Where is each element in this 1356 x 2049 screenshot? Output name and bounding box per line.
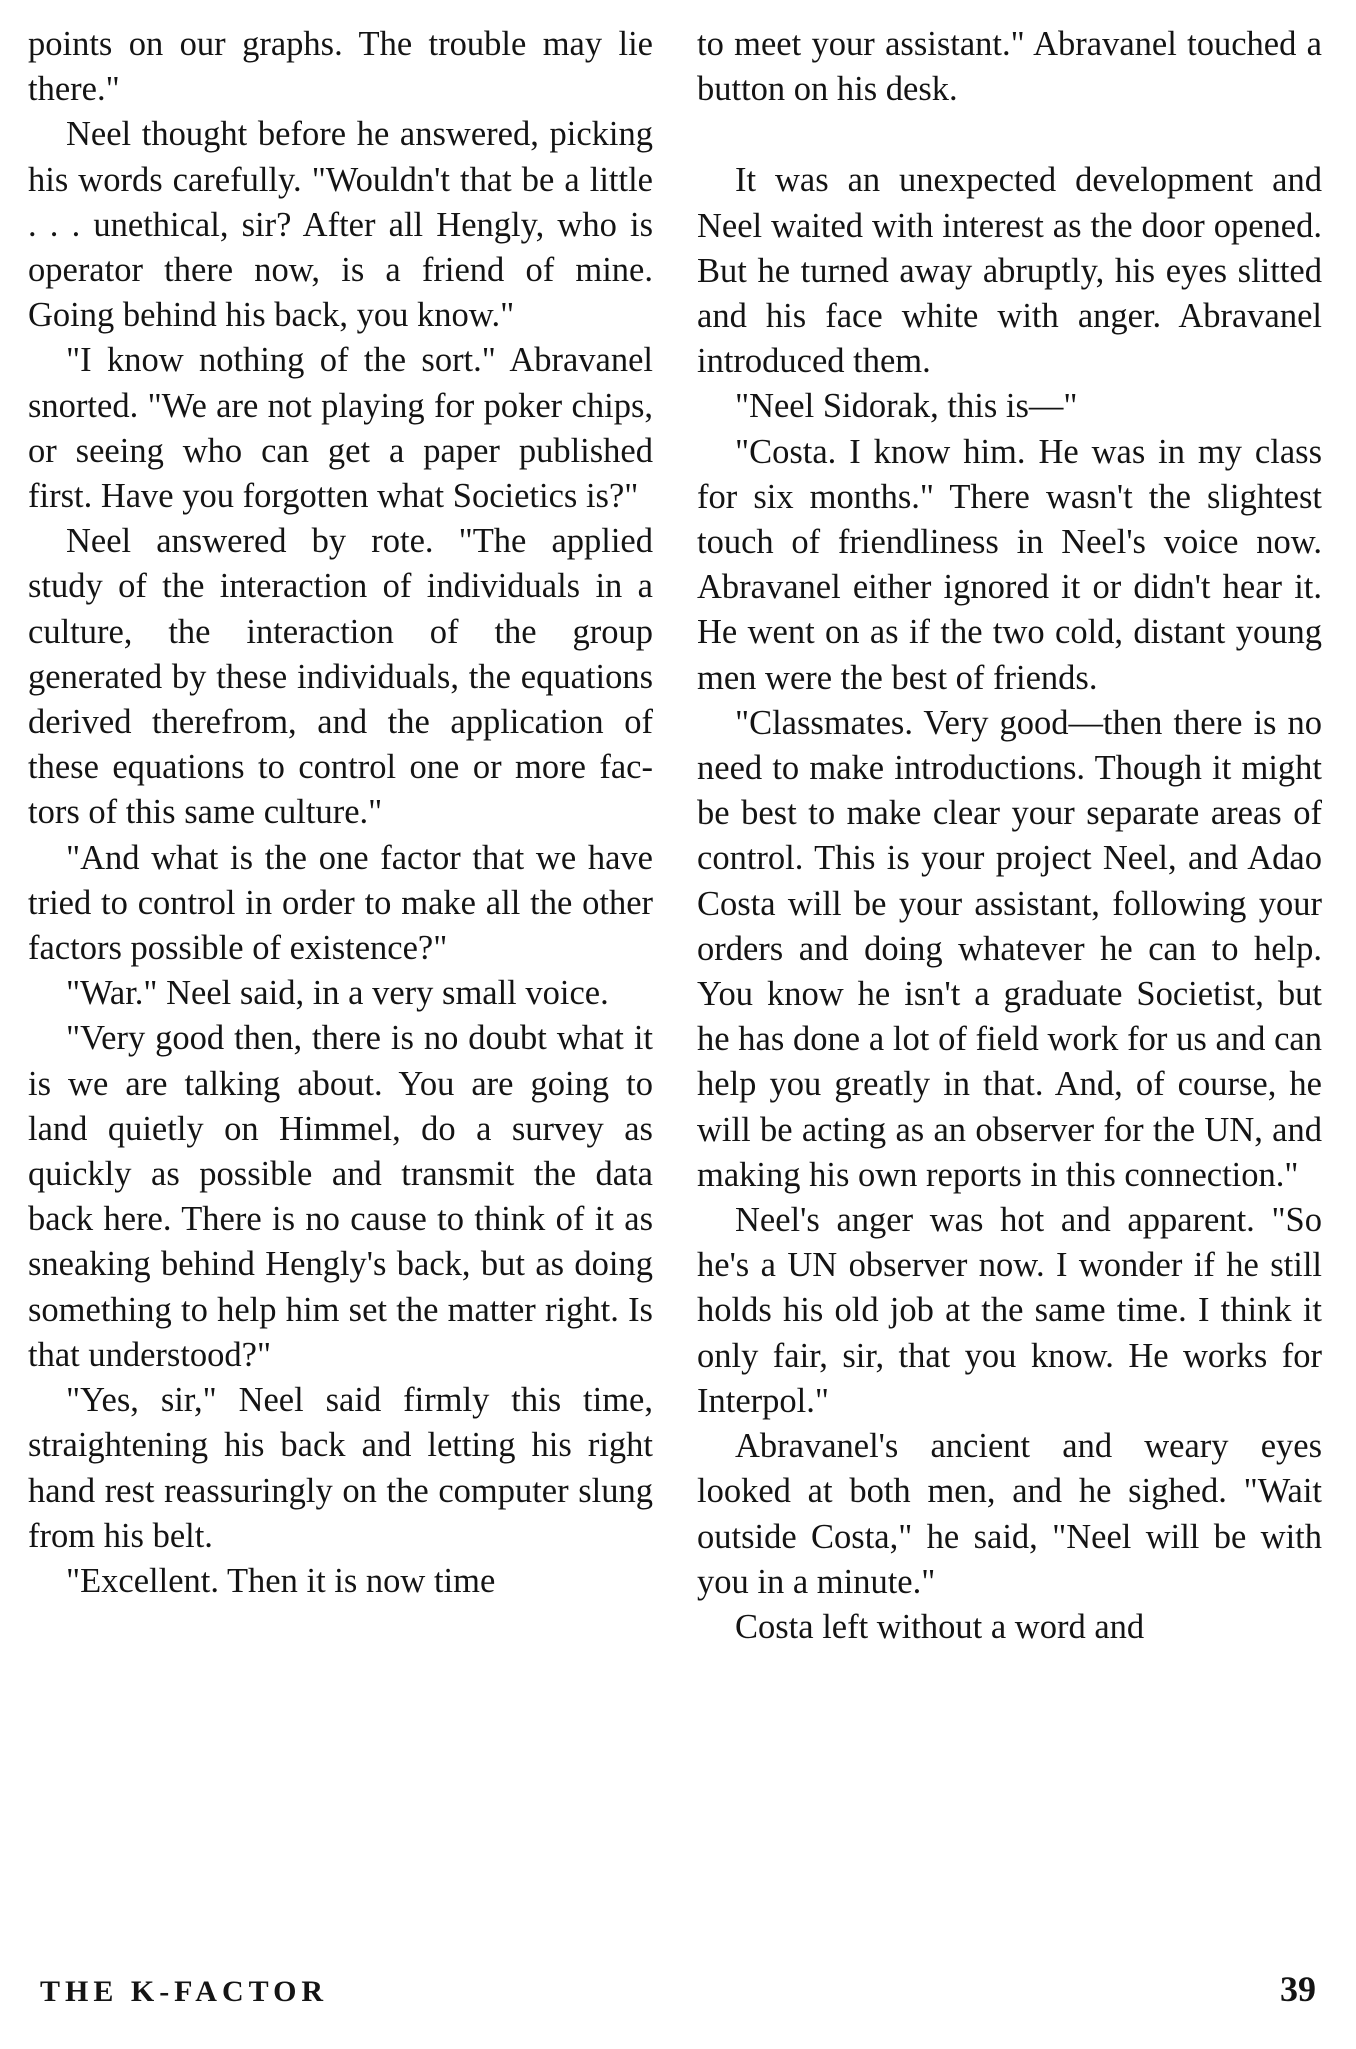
paragraph: "Costa. I know him. He was in my class for six months." There wasn't the slightest touch of friendliness in Neel's voice now. Abravanel either ignored it or didn't hear it. He went on as if the two cold, distant young men were the best of friends. (697, 432, 1322, 697)
paragraph: Costa left without a word and (735, 1607, 1145, 1646)
paragraph: Neel thought before he answered, picking his words carefully. "Wouldn't that be a little . . . unethical, sir? After all Hengly, who is operator there now, is a friend of mine. Going behind his back, you know." (28, 115, 653, 335)
paragraph: "Neel Sidorak, this is—" (735, 387, 1078, 426)
running-title: THE K-FACTOR (40, 1975, 329, 2008)
paragraph: Neel answered by rote. "The applied study of the interaction of individuals in a culture, the interaction of the group generated by these individuals, the equations derived therefrom, and the application of these equations to control one or more factors of this same culture." (28, 522, 653, 832)
page-number: 39 (1280, 1969, 1316, 2009)
left-text-column (28, 22, 653, 1604)
paragraph: Abravanel's ancient and weary eyes looked at both men, and he sighed. "Wait outside Costa," he said, "Neel will be with you in a minute." (697, 1427, 1322, 1601)
paragraph: "Yes, sir," Neel said firmly this time, straightening his back and letting his right hand rest reassuringly on the computer slung from his belt. (28, 1381, 653, 1555)
paragraph: to meet your assistant." Abravanel touched a button on his desk. (697, 25, 1322, 109)
paragraph: points on our graphs. The trouble may lie there." (28, 25, 653, 109)
paragraph: "Very good then, there is no doubt what it is we are talking about. You are going to land quietly on Himmel, do a survey as quickly as possible and transmit the data back here. There is no cause to think of it as sneaking behind Hengly's back, but as doing something to help him set the matter right. Is that understood?" (28, 1019, 653, 1374)
paragraph: "And what is the one factor that we have tried to control in order to make all the other factors possible of existence?" (28, 838, 653, 968)
paragraph: "I know nothing of the sort." Abravanel snorted. "We are not playing for poker chips, or seeing who can get a paper published first. Have you forgotten what Societics is?" (28, 341, 653, 516)
paragraph: "Excellent. Then it is now time (66, 1561, 496, 1600)
paragraph: "War." Neel said, in a very small voice. (66, 974, 609, 1013)
right-text-column (697, 22, 1322, 1650)
paragraph: It was an unexpected development and Neel waited with interest as the door opened. But he turned away abruptly, his eyes slitted and his face white with anger. Abravanel introduced them. (697, 161, 1322, 381)
paragraph: Neel's anger was hot and apparent. "So he's a UN observer now. I wonder if he still holds his old job at the same time. I think it only fair, sir, that you know. He works for Interpol." (697, 1201, 1322, 1420)
paragraph: "Classmates. Very good—then there is no need to make introductions. Though it might be best to make clear your separate areas of control. This is your project Neel, and Adao Costa will be your assistant, following your orders and doing whatever he can to help. You know he isn't a graduate Societist, but he has done a lot of field work for us and can help you greatly in that. And, of course, he will be acting as an observer for the UN, and making his own reports in this connection." (697, 703, 1322, 1194)
